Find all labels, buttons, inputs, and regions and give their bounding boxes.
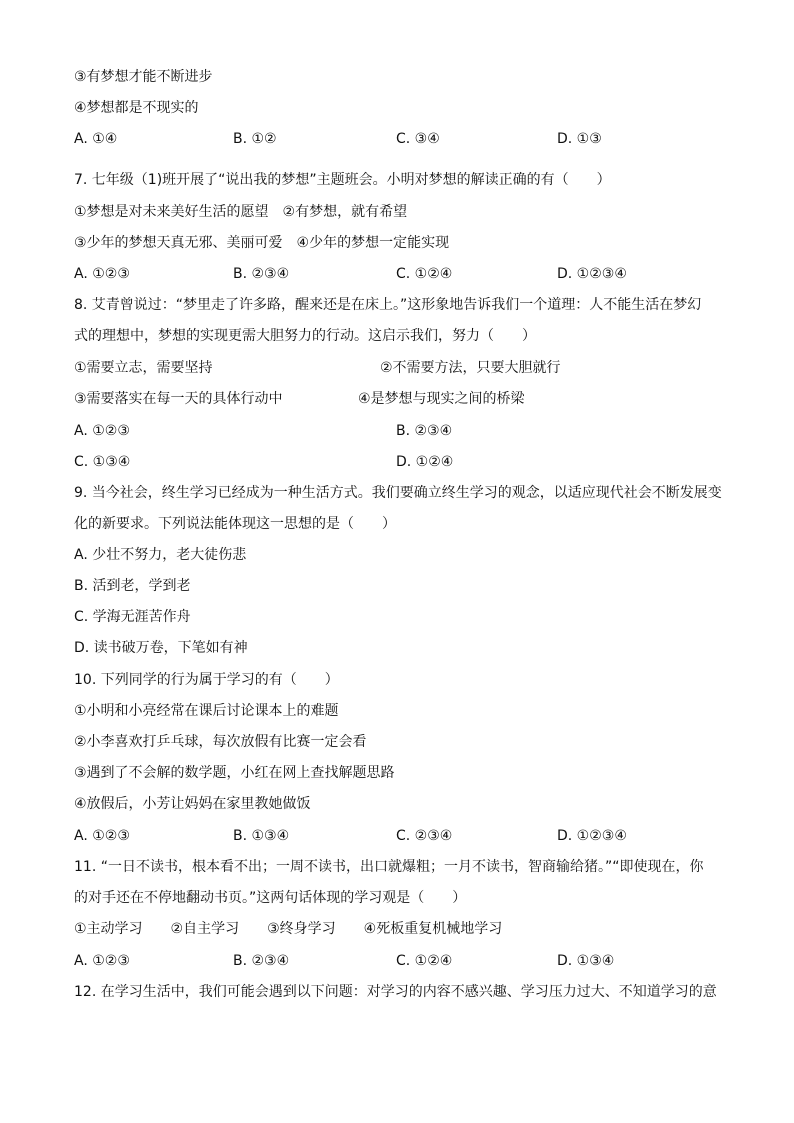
q7-option-c: C. ①②④ [396,266,453,282]
q7-option-b: B. ②③④ [233,266,290,282]
q7-option-a: A. ①②③ [74,266,130,282]
q8-statement-1: ①需要立志，需要坚持 [74,360,213,376]
q7-statements-3-4: ③少年的梦想天真无邪、美丽可爱 ④少年的梦想一定能实现 [74,235,450,251]
q6-option-d: D. ①③ [557,131,602,147]
q7-statements-1-2: ①梦想是对未来美好生活的愿望 ②有梦想，就有希望 [74,204,408,220]
q7-option-d: D. ①②③④ [557,266,627,282]
q11-option-c: C. ①②④ [396,953,453,969]
q11-option-d: D. ①③④ [557,953,615,969]
q10-option-d: D. ①②③④ [557,828,627,844]
q8-statement-2: ②不需要方法，只要大胆就行 [380,360,561,376]
q6-statement-4: ④梦想都是不现实的 [74,100,199,116]
q10-statement-3: ③遇到了不会解的数学题，小红在网上查找解题思路 [74,765,395,781]
q9-stem-line-2: 化的新要求。下列说法能体现这一思想的是（ ） [74,516,396,532]
q8-statement-3: ③需要落实在每一天的具体行动中 [74,391,283,407]
q8-option-a: A. ①②③ [74,423,130,439]
q6-option-b: B. ①② [233,131,277,147]
q8-stem-line-2: 式的理想中，梦想的实现更需大胆努力的行动。这启示我们，努力（ ） [74,328,536,344]
q8-stem-line-1: 8. 艾青曾说过：“梦里走了许多路，醒来还是在床上。”这形象地告诉我们一个道理：人不能生活在梦幻 [74,297,702,313]
q8-option-b: B. ②③④ [396,423,453,439]
q6-statement-3: ③有梦想才能不断进步 [74,69,213,85]
q9-option-d: D. 读书破万卷，下笔如有神 [74,640,248,656]
q10-statement-4: ④放假后，小芳让妈妈在家里教她做饭 [74,796,311,812]
q9-option-a: A. 少壮不努力，老大徒伤悲 [74,547,247,563]
q10-statement-1: ①小明和小亮经常在课后讨论课本上的难题 [74,703,339,719]
q9-option-c: C. 学海无涯苦作舟 [74,609,191,625]
q10-option-b: B. ①③④ [233,828,290,844]
q11-statements: ①主动学习 ②自主学习 ③终身学习 ④死板重复机械地学习 [74,921,503,937]
q11-option-b: B. ②③④ [233,953,290,969]
q6-option-a: A. ①④ [74,131,118,147]
q11-stem-line-2: 的对手还在不停地翻动书页。”这两句话体现的学习观是（ ） [74,890,467,906]
q9-stem-line-1: 9. 当今社会，终生学习已经成为一种生活方式。我们要确立终生学习的观念，以适应现代社会不断发展变 [74,485,722,501]
q11-stem-line-1: 11. “一日不读书，根本看不出；一周不读书，出口就爆粗；一月不读书，智商输给猪。”“即使现在，你 [74,859,704,875]
q12-stem-line-1: 12. 在学习生活中，我们可能会遇到以下问题：对学习的内容不感兴趣、学习压力过大、不知道学习的意 [74,984,717,1000]
q6-option-c: C. ③④ [396,131,440,147]
q7-stem: 7. 七年级（1)班开展了“说出我的梦想”主题班会。小明对梦想的解读正确的有（ ） [74,172,611,188]
q10-stem: 10. 下列同学的行为属于学习的有（ ） [74,672,339,688]
q11-option-a: A. ①②③ [74,953,130,969]
q9-option-b: B. 活到老，学到老 [74,578,191,594]
q10-option-c: C. ②③④ [396,828,453,844]
q8-option-c: C. ①③④ [74,454,131,470]
q10-statement-2: ②小李喜欢打乒乓球，每次放假有比赛一定会看 [74,734,367,750]
q8-option-d: D. ①②④ [396,454,454,470]
q10-option-a: A. ①②③ [74,828,130,844]
q8-statement-4: ④是梦想与现实之间的桥梁 [358,391,525,407]
